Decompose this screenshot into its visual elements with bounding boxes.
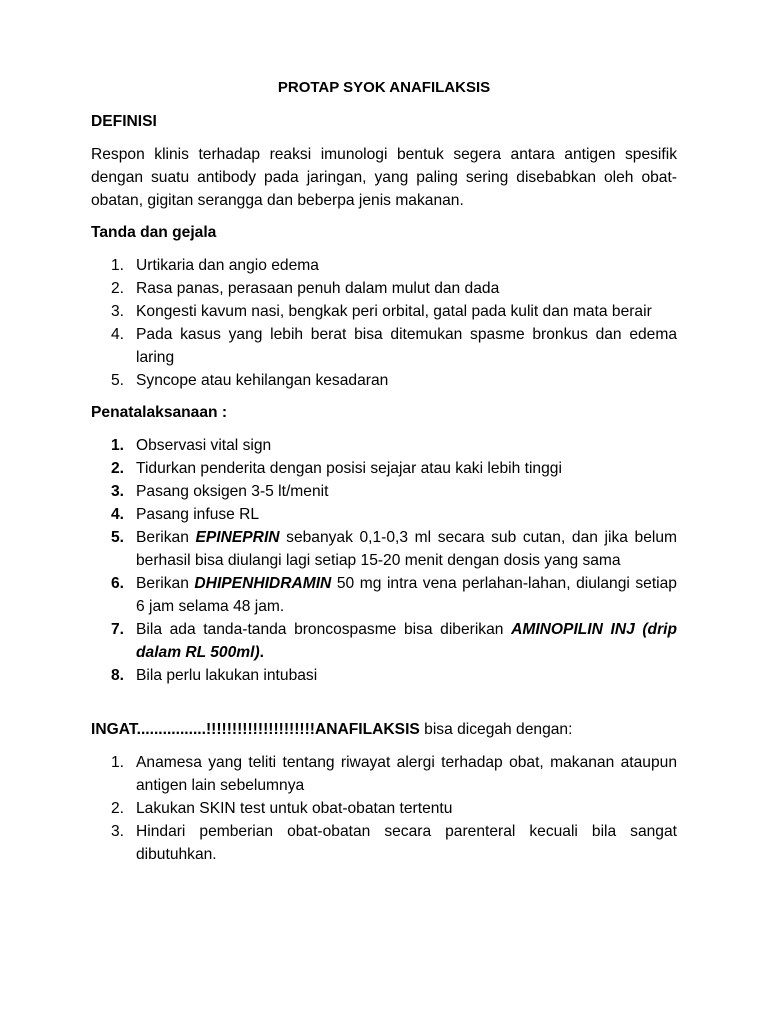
list-text-post: sebanyak 0,1-0,3 ml secara sub cutan, dan jika belum berhasil bisa diulangi lagi setiap 15-20 menit dengan dosis yang sama xyxy=(136,529,677,569)
list-number: 1. xyxy=(111,257,125,274)
list-item xyxy=(91,526,677,572)
list-number: 6. xyxy=(111,575,125,592)
list-text-pre: Berikan xyxy=(136,575,195,592)
list-number: 2. xyxy=(111,280,125,297)
list-number: 7. xyxy=(111,621,125,638)
list-text: Pasang oksigen 3-5 lt/menit xyxy=(136,483,329,500)
ingat-line xyxy=(91,718,677,741)
list-number: 1. xyxy=(111,437,125,454)
list-text-pre: Berikan xyxy=(136,529,196,546)
list-text: Pasang infuse RL xyxy=(136,506,260,523)
list-text: Hindari pemberian obat-obatan secara parenteral kecuali bila sangat dibutuhkan. xyxy=(136,823,677,863)
list-item xyxy=(91,820,677,866)
drug-name: DHIPENHIDRAMIN xyxy=(194,575,332,592)
list-item xyxy=(91,664,677,687)
list-item xyxy=(91,323,677,369)
penatalaksanaan-heading: Penatalaksanaan : xyxy=(91,404,228,421)
list-number: 1. xyxy=(111,754,125,771)
list-number: 3. xyxy=(111,823,125,840)
definisi-heading: DEFINISI xyxy=(91,113,157,130)
list-item xyxy=(91,751,677,797)
ingat-rest: bisa dicegah dengan: xyxy=(419,721,573,738)
list-text: Urtikaria dan angio edema xyxy=(136,257,319,274)
ingat-list xyxy=(91,751,677,866)
drug-name: AMINOPILIN INJ (drip dalam RL 500ml) xyxy=(136,621,678,661)
penatalaksanaan-list xyxy=(91,434,677,687)
list-number: 5. xyxy=(111,529,125,546)
list-number: 4. xyxy=(111,506,125,523)
list-item xyxy=(91,277,677,300)
list-number: 5. xyxy=(111,372,125,389)
list-text: Pada kasus yang lebih berat bisa ditemukan spasme bronkus dan edema laring xyxy=(136,326,677,366)
document-page xyxy=(91,76,677,875)
tanda-heading: Tanda dan gejala xyxy=(91,224,217,241)
list-number: 3. xyxy=(111,303,125,320)
list-text: Anamesa yang teliti tentang riwayat alergi terhadap obat, makanan ataupun antigen lain sebelumnya xyxy=(136,754,677,794)
list-number: 3. xyxy=(111,483,125,500)
list-text: Observasi vital sign xyxy=(136,437,272,454)
list-item xyxy=(91,572,677,618)
list-item xyxy=(91,480,677,503)
list-number: 2. xyxy=(111,800,125,817)
page-title: PROTAP SYOK ANAFILAKSIS xyxy=(277,79,491,96)
list-number: 8. xyxy=(111,667,125,684)
list-item xyxy=(91,300,677,323)
list-text: Bila perlu lakukan intubasi xyxy=(136,667,318,684)
definisi-text: Respon klinis terhadap reaksi imunologi bentuk segera antara antigen spesifik dengan suatu antibody pada jaringan, yang paling sering disebabkan oleh obat-obatan, gigitan serangga dan beberpa jenis makanan. xyxy=(91,146,677,209)
list-text-post: . xyxy=(259,644,264,661)
list-item xyxy=(91,797,677,820)
list-item xyxy=(91,618,677,664)
spacer xyxy=(91,696,677,718)
list-item xyxy=(91,434,677,457)
list-item xyxy=(91,369,677,392)
list-text: Tidurkan penderita dengan posisi sejajar atau kaki lebih tinggi xyxy=(136,460,562,477)
list-text-post: 50 mg intra vena perlahan-lahan, diulangi setiap 6 jam selama 48 jam. xyxy=(136,575,677,615)
list-text-pre: Bila ada tanda-tanda broncospasme bisa diberikan xyxy=(136,621,512,638)
list-item xyxy=(91,457,677,480)
list-text: Rasa panas, perasaan penuh dalam mulut dan dada xyxy=(136,280,500,297)
list-item xyxy=(91,254,677,277)
list-number: 2. xyxy=(111,460,125,477)
list-number: 4. xyxy=(111,326,125,343)
list-text: Kongesti kavum nasi, bengkak peri orbital, gatal pada kulit dan mata berair xyxy=(136,303,652,320)
list-text: Syncope atau kehilangan kesadaran xyxy=(136,372,389,389)
ingat-bold: INGAT................!!!!!!!!!!!!!!!!!!!!!ANAFILAKSIS xyxy=(91,721,420,738)
drug-name: EPINEPRIN xyxy=(195,529,280,546)
list-text: Lakukan SKIN test untuk obat-obatan tertentu xyxy=(136,800,453,817)
tanda-list xyxy=(91,254,677,392)
list-item xyxy=(91,503,677,526)
